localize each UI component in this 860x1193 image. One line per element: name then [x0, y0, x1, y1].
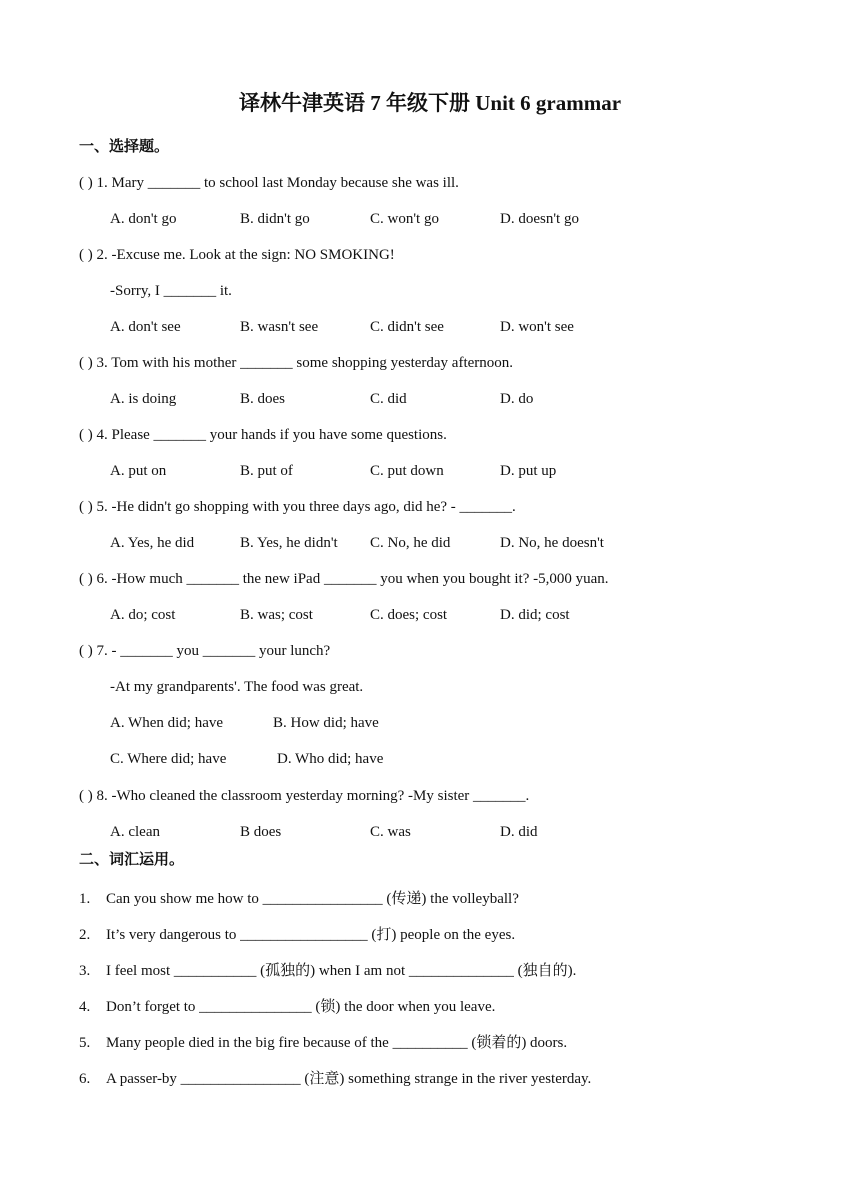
question-3-option-a: A. is doing [110, 391, 177, 407]
question-2-option-c: C. didn't see [370, 319, 444, 335]
question-4-stem: ( ) 4. Please _______ your hands if you have some questions. [79, 427, 447, 443]
question-4-option-a: A. put on [110, 463, 167, 479]
vocab-item-number: 6. [79, 1071, 91, 1087]
question-6-option-b: B. was; cost [240, 607, 313, 623]
question-2-option-a: A. don't see [110, 319, 181, 335]
question-4-option-d: D. put up [500, 463, 557, 479]
vocab-item-number: 4. [79, 999, 91, 1015]
question-2-option-b: B. wasn't see [240, 319, 319, 335]
question-5-stem: ( ) 5. -He didn't go shopping with you three days ago, did he? - _______. [79, 499, 516, 515]
question-1-option-c: C. won't go [370, 211, 439, 227]
question-2-option-d: D. won't see [500, 319, 574, 335]
question-3-option-d: D. do [500, 391, 534, 407]
question-1-option-a: A. don't go [110, 211, 177, 227]
vocab-item-text: A passer-by ________________ (注意) something strange in the river yesterday. [106, 1071, 592, 1087]
question-5-option-a: A. Yes, he did [110, 535, 195, 551]
vocab-item-text: Many people died in the big fire because of the __________ (锁着的) doors. [106, 1035, 568, 1051]
vocab-item-number: 1. [79, 891, 91, 907]
question-3-option-c: C. did [370, 391, 407, 407]
question-6-option-a: A. do; cost [110, 607, 176, 623]
section-heading-choice: 一、选择题。 [79, 137, 170, 155]
question-5-option-c: C. No, he did [370, 535, 451, 551]
vocab-item-number: 3. [79, 963, 91, 979]
question-8-option-d: D. did [500, 824, 538, 840]
question-7-option-d: D. Who did; have [277, 751, 384, 767]
section-heading-vocabulary: 二、词汇运用。 [79, 850, 185, 868]
question-3-option-b: B. does [240, 391, 285, 407]
question-7-response: -At my grandparents'. The food was great. [110, 679, 364, 695]
vocab-item-text: Can you show me how to ________________ (传递) the volleyball? [106, 891, 519, 907]
vocab-item-text: I feel most ___________ (孤独的) when I am not ______________ (独自的). [106, 963, 577, 979]
question-6-option-d: D. did; cost [500, 607, 570, 623]
question-7-option-a: A. When did; have [110, 715, 224, 731]
question-5-option-b: B. Yes, he didn't [240, 535, 338, 551]
page-title: 译林牛津英语 7 年级下册 Unit 6 grammar [238, 91, 622, 115]
question-1-option-d: D. doesn't go [500, 211, 579, 227]
question-2-stem: ( ) 2. -Excuse me. Look at the sign: NO SMOKING! [79, 247, 395, 263]
question-1-option-b: B. didn't go [240, 211, 310, 227]
question-8-option-c: C. was [370, 824, 411, 840]
question-6-stem: ( ) 6. -How much _______ the new iPad _______ you when you bought it? -5,000 yuan. [79, 571, 609, 587]
question-7-option-c: C. Where did; have [110, 751, 227, 767]
vocab-item-number: 2. [79, 927, 91, 943]
question-8-stem: ( ) 8. -Who cleaned the classroom yesterday morning? -My sister _______. [79, 788, 530, 804]
question-4-option-b: B. put of [240, 463, 293, 479]
vocab-item-number: 5. [79, 1035, 91, 1051]
question-8-option-a: A. clean [110, 824, 160, 840]
question-4-option-c: C. put down [370, 463, 444, 479]
question-8-option-b: B does [240, 824, 282, 840]
question-1-stem: ( ) 1. Mary _______ to school last Monday because she was ill. [79, 175, 459, 191]
question-2-response: -Sorry, I _______ it. [110, 283, 232, 299]
vocab-item-text: Don’t forget to _______________ (锁) the door when you leave. [106, 999, 496, 1015]
question-5-option-d: D. No, he doesn't [500, 535, 604, 551]
question-7-stem: ( ) 7. - _______ you _______ your lunch? [79, 643, 331, 659]
question-6-option-c: C. does; cost [370, 607, 448, 623]
vocab-item-text: It’s very dangerous to _________________ (打) people on the eyes. [106, 927, 516, 943]
question-3-stem: ( ) 3. Tom with his mother _______ some shopping yesterday afternoon. [79, 355, 514, 371]
question-7-option-b: B. How did; have [273, 715, 379, 731]
